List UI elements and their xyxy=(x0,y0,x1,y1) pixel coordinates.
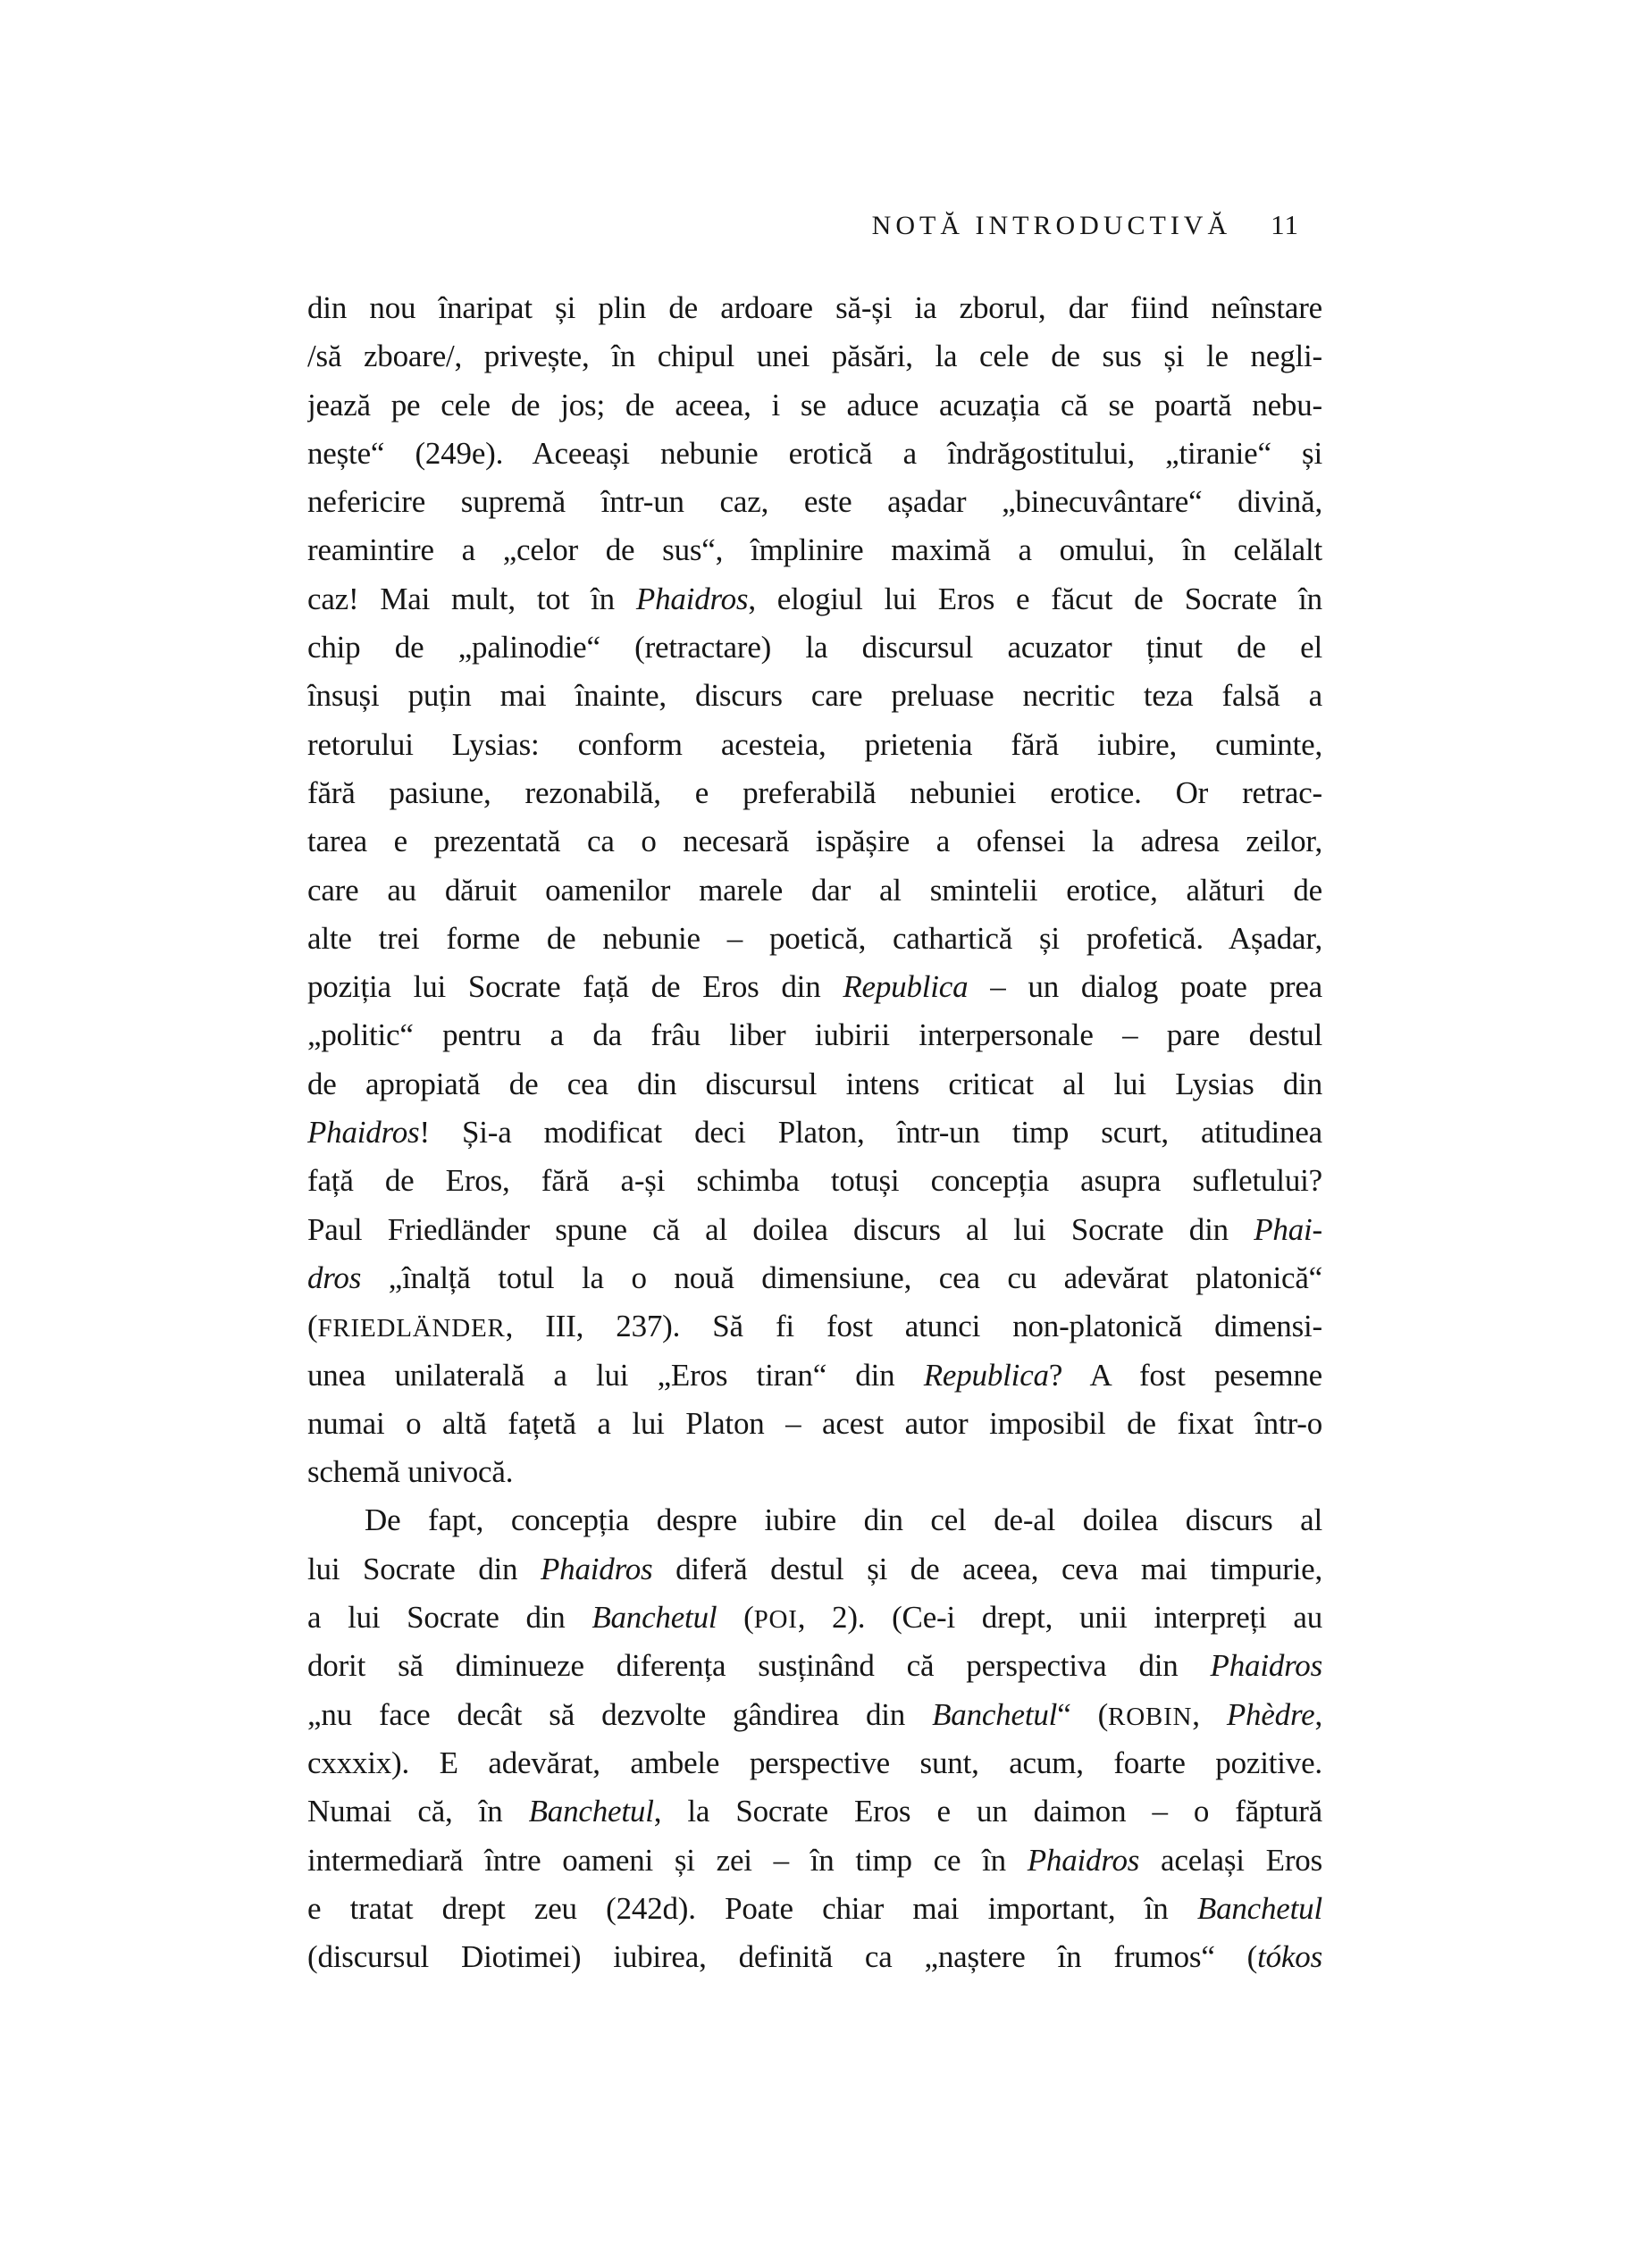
text-segment: numai o altă fațetă a lui Platon – acest autor imposibil de fixat într-o xyxy=(307,1405,1322,1441)
text-segment: nefericire supremă într-un caz, este așadar „binecuvântare“ divină, xyxy=(307,484,1322,520)
text-line xyxy=(307,1496,1322,1544)
italic-text: dros xyxy=(307,1260,362,1295)
text-line xyxy=(307,381,1322,430)
text-segment: jează pe cele de jos; de aceea, i se aduce acuzația că se poartă nebu- xyxy=(307,387,1322,423)
text-segment: ( xyxy=(307,1309,318,1344)
text-line xyxy=(307,1642,1322,1690)
text-line xyxy=(307,526,1322,574)
text-segment: „înalță totul la o nouă dimensiune, cea cu adevărat platonică“ xyxy=(361,1260,1322,1295)
page-number: 11 xyxy=(1271,209,1299,240)
italic-text: Phaidros xyxy=(1027,1842,1140,1878)
italic-text: tókos xyxy=(1257,1939,1322,1975)
italic-text: Phaidros xyxy=(1210,1648,1322,1684)
italic-text: Banchetul xyxy=(932,1696,1058,1732)
text-segment: , 2). (Ce-i drept, unii interpreți au xyxy=(797,1600,1322,1636)
text-line xyxy=(307,1302,1322,1351)
text-segment: de apropiată de cea din discursul intens criticat al lui Lysias din xyxy=(307,1066,1322,1101)
text-segment: retorului Lysias: conform acesteia, prietenia fără iubire, cuminte, xyxy=(307,726,1322,762)
running-head xyxy=(307,209,1322,241)
text-line xyxy=(307,1885,1322,1933)
italic-text: Phèdre xyxy=(1226,1696,1315,1732)
text-segment: , la Socrate Eros e un daimon – o făptură xyxy=(653,1794,1322,1829)
text-segment: cxxxix). E adevărat, ambele perspective sunt, acum, foarte pozitive. xyxy=(307,1745,1322,1780)
text-segment: ! Și-a modificat deci Platon, într-un timp scurt, atitudinea xyxy=(419,1115,1322,1151)
text-line xyxy=(307,1739,1322,1787)
text-line xyxy=(307,332,1322,381)
text-line xyxy=(307,1157,1322,1205)
text-line xyxy=(307,1594,1322,1642)
text-segment: unea unilaterală a lui „Eros tiran“ din xyxy=(307,1357,924,1393)
text-line xyxy=(307,1933,1322,1981)
text-line xyxy=(307,430,1322,478)
text-segment: , xyxy=(1314,1696,1322,1732)
body-text xyxy=(307,284,1322,1981)
text-segment: tarea e prezentată ca o necesară ispășire a ofensei la adresa zeilor, xyxy=(307,824,1322,859)
text-segment: /să zboare/, privește, în chipul unei păsări, la cele de sus și le negli- xyxy=(307,339,1322,374)
text-segment: , xyxy=(1192,1696,1227,1732)
text-segment: ? A fost pesemne xyxy=(1048,1357,1322,1393)
text-line xyxy=(307,769,1322,817)
text-segment: caz! Mai mult, tot în xyxy=(307,581,636,616)
text-line xyxy=(307,623,1322,672)
text-line xyxy=(307,721,1322,769)
italic-text: Banchetul xyxy=(528,1794,654,1829)
smallcaps-text: FRIEDLÄNDER xyxy=(317,1314,506,1343)
italic-text: Republica xyxy=(923,1357,1049,1393)
smallcaps-text: POI xyxy=(753,1605,798,1635)
italic-text: Banchetul xyxy=(1196,1890,1322,1926)
text-segment: față de Eros, fără a-și schimba totuși concepția asupra sufletului? xyxy=(307,1163,1322,1199)
text-segment: , elogiul lui Eros e făcut de Socrate în xyxy=(748,581,1322,616)
smallcaps-text: ROBIN xyxy=(1108,1702,1193,1731)
text-line xyxy=(307,1109,1322,1157)
text-segment: , III, 237). Să fi fost atunci non-platonică dimensi- xyxy=(505,1309,1322,1344)
text-line xyxy=(307,1448,1322,1496)
text-segment: însuși puțin mai înainte, discurs care preluase necritic teza falsă a xyxy=(307,678,1322,714)
italic-text: Republica xyxy=(843,969,969,1005)
text-line xyxy=(307,575,1322,623)
text-segment: nește“ (249e). Aceeași nebunie erotică a îndrăgostitului, „tiranie“ și xyxy=(307,435,1322,471)
text-line xyxy=(307,1837,1322,1885)
text-segment: schemă univocă. xyxy=(307,1454,514,1490)
text-segment: – un dialog poate prea xyxy=(968,969,1322,1005)
text-line xyxy=(307,284,1322,332)
text-line xyxy=(307,1691,1322,1739)
italic-text: Phaidros xyxy=(540,1551,653,1586)
text-segment: e tratat drept zeu (242d). Poate chiar mai important, în xyxy=(307,1890,1197,1926)
text-segment: chip de „palinodie“ (retractare) la discursul acuzator ținut de el xyxy=(307,630,1322,665)
text-line xyxy=(307,1545,1322,1594)
text-line xyxy=(307,817,1322,866)
text-line xyxy=(307,1060,1322,1109)
text-line xyxy=(307,1011,1322,1059)
text-line xyxy=(307,963,1322,1011)
text-segment: fără pasiune, rezonabilă, e preferabilă nebuniei erotice. Or retrac- xyxy=(307,774,1322,810)
text-line xyxy=(307,915,1322,963)
text-line xyxy=(307,1352,1322,1400)
text-segment: „nu face decât să dezvolte gândirea din xyxy=(307,1696,933,1732)
text-segment: din nou înaripat și plin de ardoare să-și ia zborul, dar fiind neînstare xyxy=(307,290,1322,325)
text-segment: dorit să diminueze diferența susținând că perspectiva din xyxy=(307,1648,1211,1684)
text-segment: poziția lui Socrate față de Eros din xyxy=(307,969,843,1005)
text-segment: Numai că, în xyxy=(307,1794,529,1829)
text-segment: „politic“ pentru a da frâu liber iubirii interpersonale – pare destul xyxy=(307,1017,1322,1053)
text-line xyxy=(307,478,1322,526)
text-line xyxy=(307,866,1322,915)
text-line xyxy=(307,672,1322,720)
text-line xyxy=(307,1254,1322,1302)
running-head-title: NOTĂ INTRODUCTIVĂ xyxy=(871,211,1232,240)
italic-text: Banchetul xyxy=(591,1600,717,1636)
text-segment: diferă destul și de aceea, ceva mai timpurie, xyxy=(652,1551,1322,1586)
text-segment: reamintire a „celor de sus“, împlinire maximă a omului, în celălalt xyxy=(307,532,1322,568)
text-line xyxy=(307,1400,1322,1448)
italic-text: Phai- xyxy=(1254,1211,1322,1247)
text-segment: alte trei forme de nebunie – poetică, cathartică și profetică. Așadar, xyxy=(307,920,1322,956)
text-segment: intermediară între oameni și zei – în timp ce în xyxy=(307,1842,1028,1878)
text-segment: ( xyxy=(717,1600,754,1636)
text-line xyxy=(307,1787,1322,1836)
text-segment: “ ( xyxy=(1057,1696,1109,1732)
italic-text: Phaidros xyxy=(635,581,749,616)
text-line xyxy=(307,1206,1322,1254)
text-segment: care au dăruit oamenilor marele dar al smintelii erotice, alături de xyxy=(307,872,1322,908)
text-segment: lui Socrate din xyxy=(307,1551,541,1586)
italic-text: Phaidros xyxy=(307,1115,420,1151)
text-segment: Paul Friedländer spune că al doilea discurs al lui Socrate din xyxy=(307,1211,1254,1247)
text-segment: același Eros xyxy=(1139,1842,1322,1878)
text-segment: a lui Socrate din xyxy=(307,1600,592,1636)
text-segment: De fapt, concepția despre iubire din cel de-al doilea discurs al xyxy=(365,1502,1322,1538)
text-segment: (discursul Diotimei) iubirea, definită ca „naștere în frumos“ ( xyxy=(307,1939,1258,1975)
